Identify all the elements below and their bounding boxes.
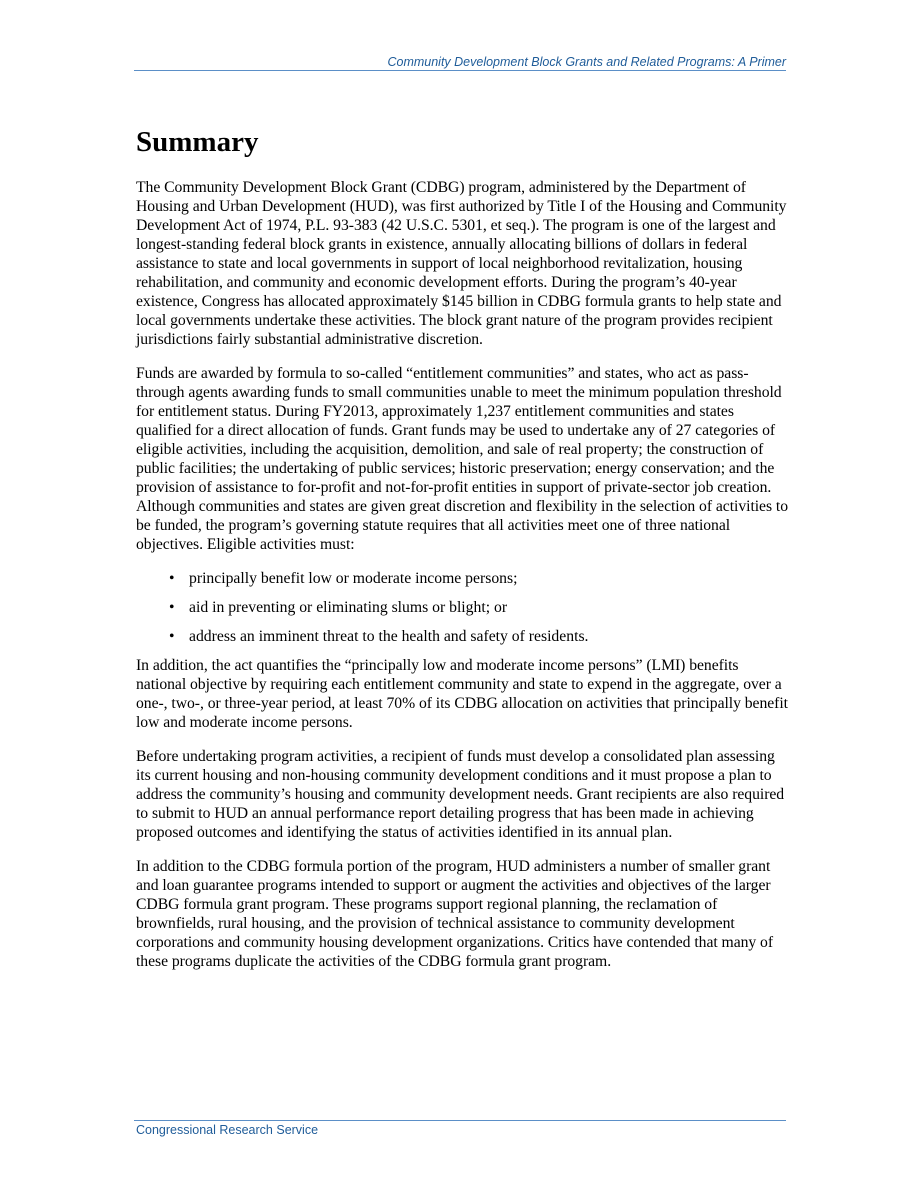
paragraph-overview: The Community Development Block Grant (CDBG) program, administered by the Department of Housing and Urban Development (HUD), was first authorized by Title I of the Housing and Community Development Act of 1974, P.L. 93-383 (42 U.S.C. 5301, et seq.). The program is one of the largest and longest-standing federal block grants in existence, annually allocating billions of dollars in federal assistance to state and local governments in support of local neighborhood revitalization, housing rehabilitation, and community and economic development efforts. During the program’s 40-year existence, Congress has allocated approximately $145 billion in CDBG formula grants to help state and local governments undertake these activities. The block grant nature of the program provides recipient jurisdictions fairly substantial administrative discretion. — [136, 179, 787, 348]
list-item-text: principally benefit low or moderate income persons; — [189, 570, 518, 587]
bullet-icon: • — [169, 599, 175, 616]
list-item — [136, 627, 788, 646]
bullet-icon: • — [169, 628, 175, 645]
footer-rule — [134, 1120, 786, 1121]
objectives-list — [136, 569, 788, 646]
header-rule — [134, 70, 786, 71]
list-item — [136, 598, 788, 617]
list-item-text: address an imminent threat to the health and safety of residents. — [189, 628, 589, 645]
paragraph-consolidated-plan: Before undertaking program activities, a recipient of funds must develop a consolidated plan assessing its current housing and non-housing community development conditions and it must propose a plan to address the community’s housing and community development needs. Grant recipients are also required to submit to HUD an annual performance report detailing progress that has been made in achieving proposed outcomes and identifying the status of activities identified in its annual plan. — [136, 748, 785, 841]
running-header: Community Development Block Grants and Related Programs: A Primer — [387, 55, 786, 69]
paragraph-related-programs: In addition to the CDBG formula portion of the program, HUD administers a number of smaller grant and loan guarantee programs intended to support or augment the activities and objectives of the larger CDBG formula grant program. These programs support regional planning, the reclamation of brownfields, rural housing, and the provision of technical assistance to community development corporations and community housing development organizations. Critics have contended that many of these programs duplicate the activities of the CDBG formula grant program. — [136, 858, 774, 970]
footer-organization: Congressional Research Service — [136, 1123, 319, 1137]
list-item — [136, 569, 788, 588]
paragraph-lmi: In addition, the act quantifies the “principally low and moderate income persons” (LMI) benefits national objective by requiring each entitlement community and state to expend in the aggregate, over a one-, two-, or three-year period, at least 70% of its CDBG allocation on activities that principally benefit low and moderate income persons. — [136, 657, 788, 731]
main-content — [136, 124, 788, 986]
bullet-icon: • — [169, 570, 175, 587]
section-title: Summary — [136, 126, 259, 158]
list-item-text: aid in preventing or eliminating slums or blight; or — [189, 599, 508, 616]
paragraph-funding: Funds are awarded by formula to so-called “entitlement communities” and states, who act as pass-through agents awarding funds to small communities unable to meet the minimum population threshold for entitlement status. During FY2013, approximately 1,237 entitlement communities and states qualified for a direct allocation of funds. Grant funds may be used to undertake any of 27 categories of eligible activities, including the acquisition, demolition, and sale of real property; the construction of public facilities; the undertaking of public services; historic preservation; energy conservation; and the provision of assistance to for-profit and not-for-profit entities in support of private-sector job creation. Although communities and states are given great discretion and flexibility in the selection of activities to be funded, the program’s governing statute requires that all activities meet one of three national objectives. Eligible activities must: — [136, 365, 788, 553]
